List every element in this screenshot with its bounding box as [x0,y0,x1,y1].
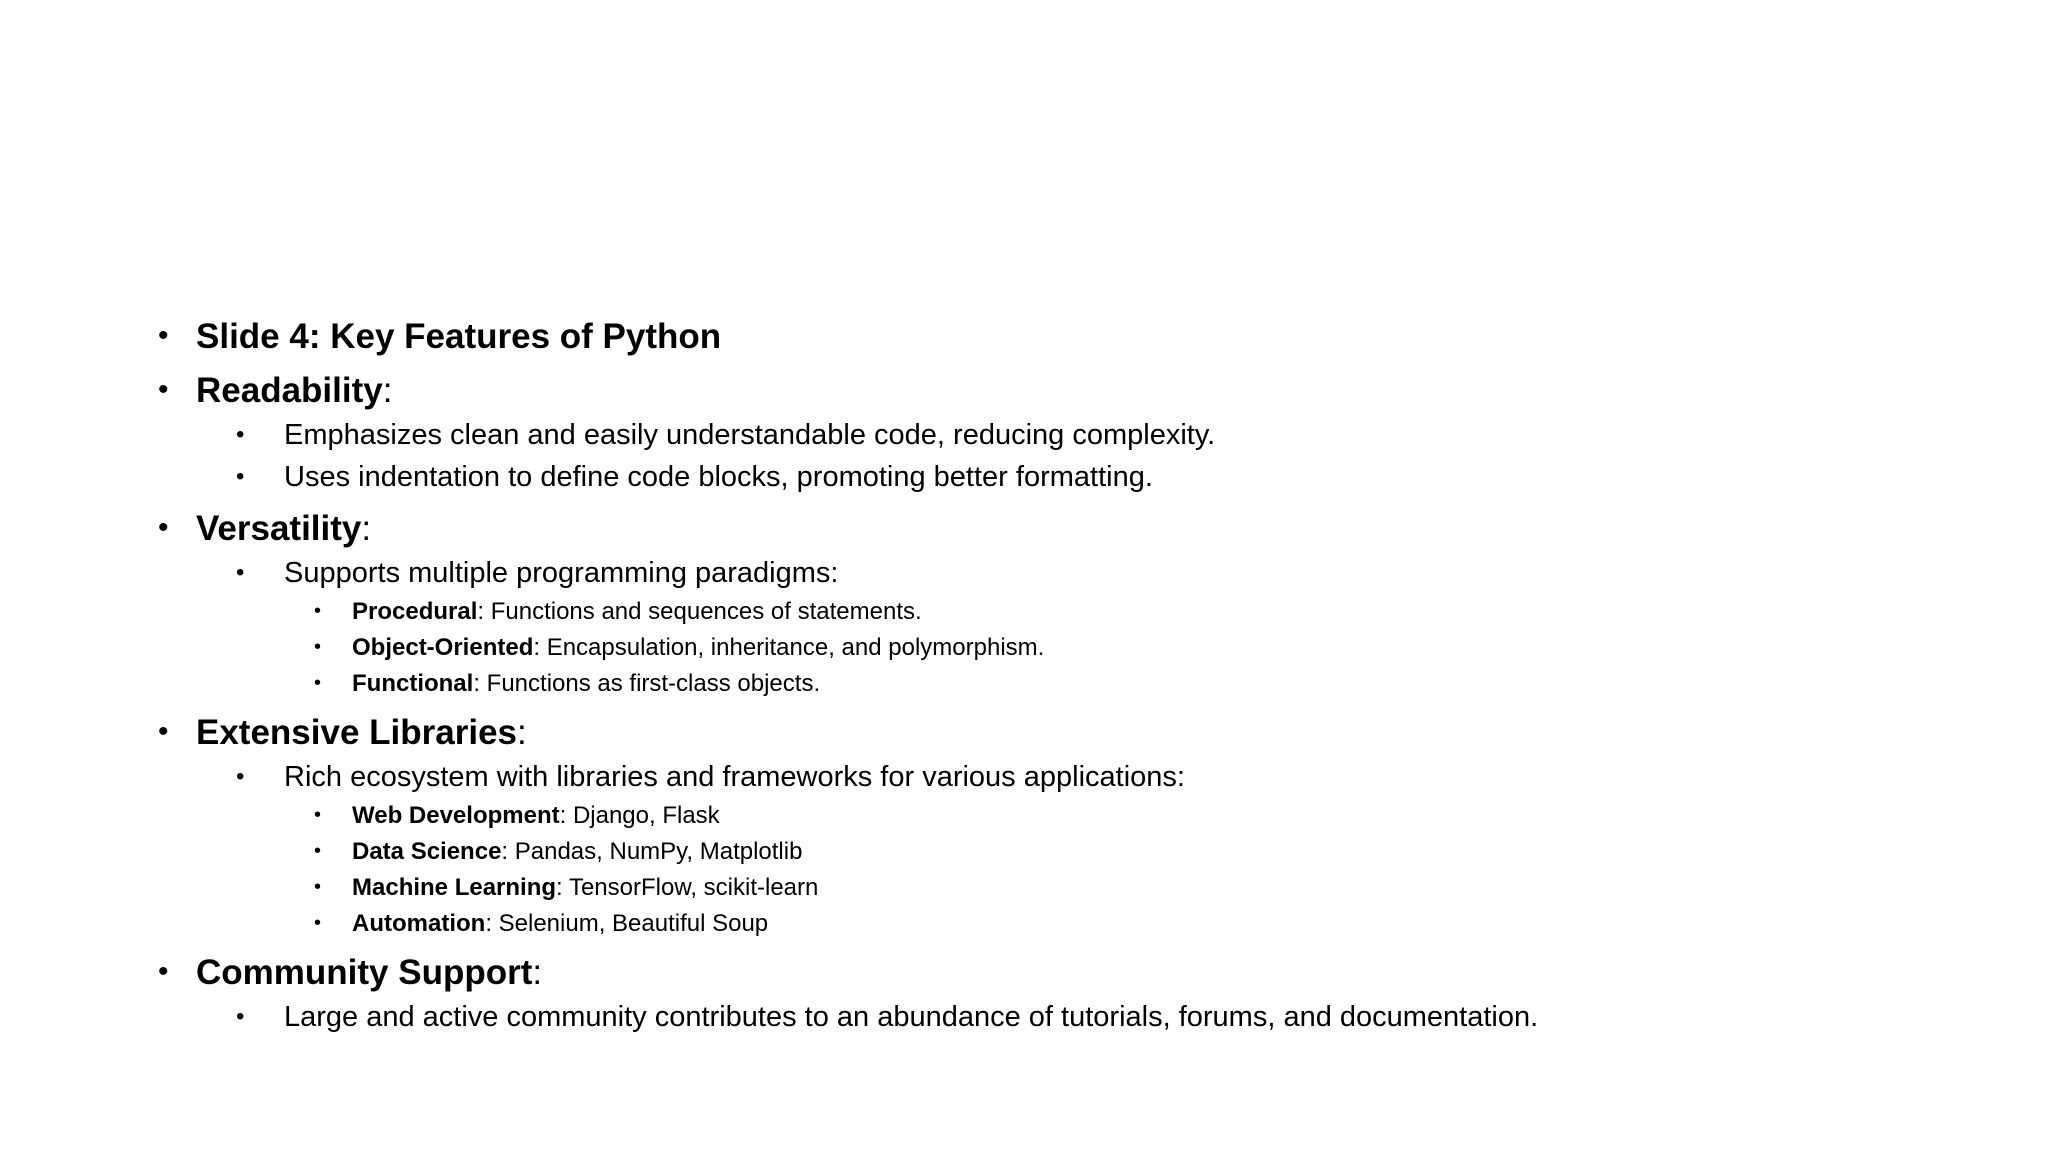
sub-item-text: : Functions as first-class objects. [473,670,821,697]
bullet-icon: • [314,804,322,826]
sub-item-text: : Django, Flask [559,802,720,829]
sub-item-label: Automation [352,910,486,937]
list-item-text: Uses indentation to define code blocks, promoting better formatting. [284,461,1153,493]
bullet-icon: • [158,319,169,352]
slide-title-text: Slide 4: Key Features of Python [196,317,722,356]
sub-item-label: Web Development [352,802,560,829]
sub-item-text: : Pandas, NumPy, Matplotlib [501,838,803,865]
bullet-icon: • [158,955,169,988]
list-item [236,419,1216,451]
list-item [236,1001,1539,1033]
bullet-icon: • [236,463,245,490]
bullet-icon: • [236,763,245,790]
sub-list-item [314,634,1045,661]
bullet-icon: • [314,600,322,622]
list-item-text: Supports multiple programming paradigms: [284,557,839,589]
section-heading-versatility [158,509,372,548]
sub-item-text: : TensorFlow, scikit-learn [556,874,819,901]
list-item [236,761,1185,793]
bullet-icon: • [158,373,169,406]
section-label: Extensive Libraries [196,713,517,752]
sub-item-label: Functional [352,670,474,697]
list-item [236,557,839,589]
sub-item-label: Object-Oriented [352,634,534,661]
bullet-icon: • [236,421,245,448]
bullet-icon: • [314,912,322,934]
bullet-icon: • [314,876,322,898]
bullet-icon: • [158,715,169,748]
section-suffix: : [361,509,372,548]
section-heading-extensive-libraries [158,713,527,752]
sub-item-label: Procedural [352,598,478,625]
list-item-text: Emphasizes clean and easily understandable code, reducing complexity. [284,419,1216,451]
sub-item-text: : Selenium, Beautiful Soup [485,910,769,937]
sub-list-item [314,802,720,829]
sub-list-item [314,670,821,697]
slide-title [158,317,722,356]
section-heading-readability [158,371,393,410]
bullet-icon: • [314,672,322,694]
list-item-text: Large and active community contributes to an abundance of tutorials, forums, and documentation. [284,1001,1539,1033]
sub-list-item [314,598,922,625]
section-heading-community-support [158,953,543,992]
sub-list-item [314,838,803,865]
list-item [236,461,1153,493]
sub-list-item [314,910,769,937]
section-label: Community Support [196,953,533,992]
section-label: Versatility [196,509,362,548]
section-suffix: : [532,953,543,992]
section-suffix: : [382,371,393,410]
sub-item-text: : Functions and sequences of statements. [477,598,922,625]
sub-item-text: : Encapsulation, inheritance, and polymorphism. [533,634,1045,661]
bullet-icon: • [236,1003,245,1030]
sub-list-item [314,874,819,901]
bullet-icon: • [158,511,169,544]
section-label: Readability [196,371,383,410]
sub-item-label: Data Science [352,838,502,865]
bullet-icon: • [236,559,245,586]
bullet-icon: • [314,840,322,862]
list-item-text: Rich ecosystem with libraries and frameworks for various applications: [284,761,1185,793]
section-suffix: : [517,713,527,752]
bullet-icon: • [314,636,322,658]
sub-item-label: Machine Learning [352,874,557,901]
